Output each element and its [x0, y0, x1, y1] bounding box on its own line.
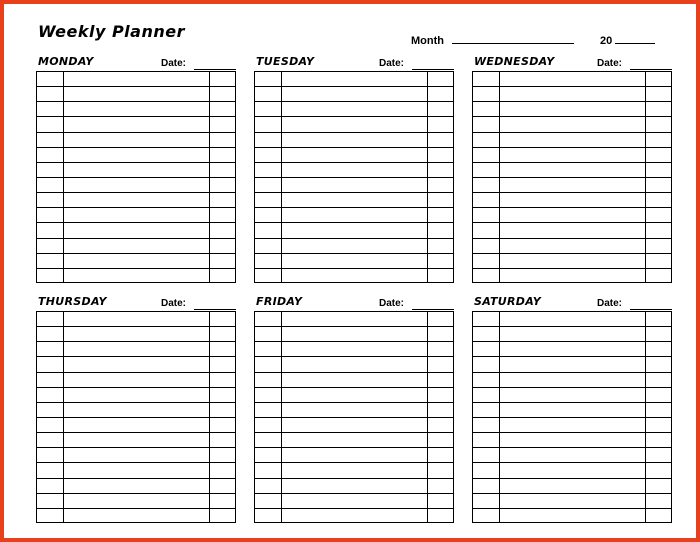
date-label: Date:: [161, 298, 187, 309]
grid-row-line: [255, 222, 453, 223]
check-column-divider: [645, 312, 646, 522]
grid-row-line: [473, 341, 671, 342]
grid-row-line: [473, 147, 671, 148]
grid-row-line: [255, 356, 453, 357]
grid-row-line: [37, 478, 235, 479]
grid-row-line: [255, 147, 453, 148]
grid-row-line: [37, 238, 235, 239]
grid-row-line: [37, 162, 235, 163]
grid-row-line: [473, 478, 671, 479]
grid-row-line: [473, 86, 671, 87]
grid-row-line: [37, 402, 235, 403]
grid-row-line: [37, 177, 235, 178]
grid-row-line: [255, 462, 453, 463]
grid-row-line: [473, 462, 671, 463]
time-column-divider: [281, 72, 282, 282]
year-label: 20: [600, 35, 613, 47]
grid-row-line: [37, 268, 235, 269]
day-lined-grid[interactable]: [36, 71, 236, 283]
grid-row-line: [473, 447, 671, 448]
time-column-divider: [499, 72, 500, 282]
day-name: WEDNESDAY: [474, 55, 555, 68]
grid-row-line: [473, 162, 671, 163]
grid-row-line: [37, 132, 235, 133]
grid-row-line: [255, 192, 453, 193]
grid-row-line: [37, 493, 235, 494]
grid-row-line: [473, 101, 671, 102]
time-column-divider: [281, 312, 282, 522]
grid-row-line: [255, 86, 453, 87]
day-name: TUESDAY: [256, 55, 315, 68]
grid-row-line: [473, 192, 671, 193]
grid-row-line: [255, 268, 453, 269]
grid-row-line: [473, 253, 671, 254]
day-name: MONDAY: [38, 55, 94, 68]
grid-row-line: [255, 478, 453, 479]
grid-row-line: [37, 207, 235, 208]
page-title: Weekly Planner: [38, 22, 185, 41]
grid-row-line: [473, 372, 671, 373]
date-field[interactable]: [630, 69, 672, 70]
day-name: FRIDAY: [256, 295, 303, 308]
grid-row-line: [37, 253, 235, 254]
grid-row-line: [255, 508, 453, 509]
check-column-divider: [209, 72, 210, 282]
grid-row-line: [473, 402, 671, 403]
time-column-divider: [63, 312, 64, 522]
grid-row-line: [255, 372, 453, 373]
day-lined-grid[interactable]: [36, 311, 236, 523]
grid-row-line: [37, 116, 235, 117]
grid-row-line: [37, 372, 235, 373]
grid-row-line: [473, 326, 671, 327]
grid-row-line: [473, 207, 671, 208]
grid-row-line: [37, 222, 235, 223]
month-field[interactable]: [452, 43, 574, 44]
grid-row-line: [473, 417, 671, 418]
grid-row-line: [255, 132, 453, 133]
grid-row-line: [255, 341, 453, 342]
date-label: Date:: [161, 58, 187, 69]
check-column-divider: [209, 312, 210, 522]
date-label: Date:: [379, 298, 405, 309]
day-name: THURSDAY: [38, 295, 107, 308]
grid-row-line: [473, 387, 671, 388]
date-field[interactable]: [194, 309, 236, 310]
grid-row-line: [37, 462, 235, 463]
grid-row-line: [255, 432, 453, 433]
day-lined-grid[interactable]: [254, 311, 454, 523]
grid-row-line: [37, 192, 235, 193]
check-column-divider: [427, 72, 428, 282]
grid-row-line: [37, 147, 235, 148]
day-name: SATURDAY: [474, 295, 542, 308]
grid-row-line: [255, 326, 453, 327]
grid-row-line: [37, 508, 235, 509]
grid-row-line: [37, 341, 235, 342]
grid-row-line: [255, 493, 453, 494]
grid-row-line: [37, 447, 235, 448]
check-column-divider: [645, 72, 646, 282]
check-column-divider: [427, 312, 428, 522]
date-label: Date:: [379, 58, 405, 69]
grid-row-line: [255, 387, 453, 388]
date-field[interactable]: [630, 309, 672, 310]
grid-row-line: [255, 417, 453, 418]
grid-row-line: [255, 101, 453, 102]
grid-row-line: [255, 207, 453, 208]
date-field[interactable]: [412, 69, 454, 70]
grid-row-line: [37, 432, 235, 433]
grid-row-line: [473, 508, 671, 509]
time-column-divider: [63, 72, 64, 282]
date-field[interactable]: [412, 309, 454, 310]
grid-row-line: [473, 222, 671, 223]
grid-row-line: [473, 268, 671, 269]
grid-row-line: [255, 177, 453, 178]
date-label: Date:: [597, 58, 623, 69]
grid-row-line: [473, 356, 671, 357]
grid-row-line: [255, 402, 453, 403]
grid-row-line: [473, 432, 671, 433]
grid-row-line: [473, 132, 671, 133]
month-label: Month: [411, 35, 444, 47]
grid-row-line: [473, 116, 671, 117]
grid-row-line: [473, 493, 671, 494]
day-lined-grid[interactable]: [254, 71, 454, 283]
year-field[interactable]: [615, 43, 655, 44]
grid-row-line: [37, 417, 235, 418]
grid-row-line: [255, 162, 453, 163]
date-field[interactable]: [194, 69, 236, 70]
grid-row-line: [37, 356, 235, 357]
grid-row-line: [255, 238, 453, 239]
grid-row-line: [473, 177, 671, 178]
grid-row-line: [255, 116, 453, 117]
time-column-divider: [499, 312, 500, 522]
grid-row-line: [255, 253, 453, 254]
grid-row-line: [37, 86, 235, 87]
grid-row-line: [37, 387, 235, 388]
day-lined-grid[interactable]: [472, 71, 672, 283]
date-label: Date:: [597, 298, 623, 309]
day-lined-grid[interactable]: [472, 311, 672, 523]
grid-row-line: [37, 101, 235, 102]
grid-row-line: [473, 238, 671, 239]
grid-row-line: [255, 447, 453, 448]
grid-row-line: [37, 326, 235, 327]
